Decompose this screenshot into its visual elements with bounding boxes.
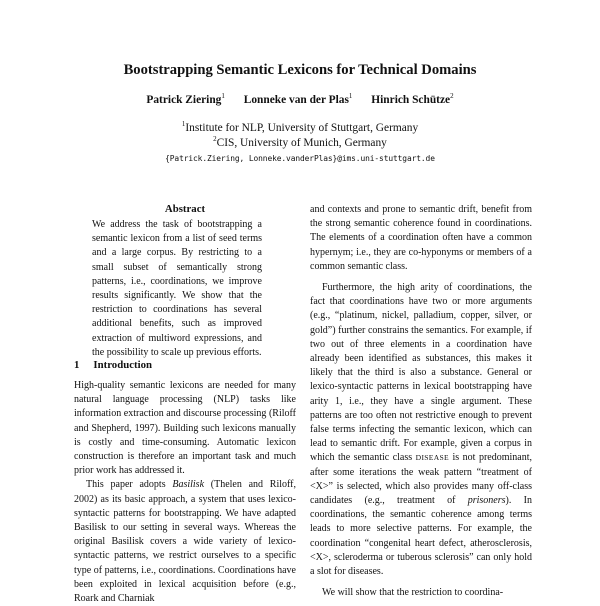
paragraph-continuation: and contexts and prone to semantic drift, benefit from the strong semantic coherence found in coordinations. The elements of a coordination often have a common hypernym; i.e., they are co-hyponyms or members of a common semantic class. xyxy=(310,204,532,272)
system-name-basilisk: Basilisk xyxy=(172,479,205,491)
abstract-text: We address the task of bootstrapping a semantic lexicon from a list of seed terms and a large corpus. By restricting to a small subset of semantically strong patterns, i.e., coordinations, we improve results significantly. We show that the restriction to coordinations has several additional benefits, such as improved extraction of multiword expressions, and the possibility to scale up previous efforts. xyxy=(92,219,262,358)
author-name: Lonneke van der Plas xyxy=(243,94,349,106)
intro-paragraph-2 xyxy=(74,478,296,606)
affiliation-1 xyxy=(0,122,600,134)
affiliation-text: CIS, University of Munich, Germany xyxy=(216,137,387,149)
right-column-body xyxy=(310,203,532,600)
paragraph-arity xyxy=(310,281,532,579)
author-2 xyxy=(244,94,353,106)
text-run: is not predominant, after some iterations the weak pattern “treatment of <X>” is selected, which also provides many off-class candidates (e.g., treatment of xyxy=(310,452,532,507)
affil-mark: 2 xyxy=(213,135,217,144)
intro-paragraph-1: High-quality semantic lexicons are needed for many natural language processing (NLP) tasks like information extraction and discourse processing (Riloff and Shepherd, 1997). Building such lexicons manually is costly and time-consuming. Automatic lexicon construction is therefore an important task and much prior work has addressed it. xyxy=(74,380,296,477)
author-list xyxy=(0,94,600,106)
semantic-class-disease: DISEASE xyxy=(415,453,449,463)
text-run: This paper adopts xyxy=(86,479,173,491)
author-emails: {Patrick.Ziering, Lonneke.vanderPlas}@ims.uni-stuttgart.de xyxy=(165,154,435,163)
left-column-body xyxy=(74,379,296,606)
text-run: Furthermore, the high arity of coordinations, the fact that coordinations have two or more arguments (e.g., “platinum, nickel, palladium, copper, silver, or gold”) further constrains the semantics. For example, if two out of three elements in a coordination have already been identified as substances, this makes it likely that the third is also a substance. General or lexico-syntactic patterns in lexical bootstrapping have arity 1, i.e., they have a single argument. These patterns are too often not restrictive enough to prevent false terms infecting the semantic lexicon, which can lead to semantic drift. For example, given a corpus in which the semantic class xyxy=(310,282,532,464)
affil-mark: 2 xyxy=(450,92,454,101)
section-title: Introduction xyxy=(93,359,153,371)
section-heading-introduction xyxy=(74,359,152,371)
author-1 xyxy=(146,94,224,106)
abstract-heading: Abstract xyxy=(164,203,206,215)
affiliation-2 xyxy=(0,137,600,149)
text-run: ). In coordinations, the semantic coherence among terms leads to more selective patterns. For example, the coordination “congenital heart defect, atherosclerosis, <X>, scleroderma or tuberous sclerosis” can only hold a slot for diseases. xyxy=(310,495,533,578)
affil-mark: 1 xyxy=(181,120,186,129)
paragraph-restriction: We will show that the restriction to coordina- xyxy=(322,587,504,599)
example-term-prisoners: prisoners xyxy=(467,495,506,507)
affil-mark: 1 xyxy=(221,92,225,101)
affiliation-text: Institute for NLP, University of Stuttgart, Germany xyxy=(185,122,419,134)
author-name: Patrick Ziering xyxy=(146,94,222,106)
section-number: 1 xyxy=(74,359,80,371)
affil-mark: 1 xyxy=(348,92,353,101)
text-run: (Thelen and Riloff, 2002) as its basic approach, a system that uses lexico-syntactic patterns for bootstrapping. We have adapted Basilisk to our setting in several ways. Whereas the original Basilisk covers a wide variety of lexico-syntactic patterns, we restrict ourselves to a specific type of patterns, i.e., coordinations. Coordinations have been exploited in lexical acquisition before (e.g., Roark and Charniak xyxy=(74,479,296,605)
author-3 xyxy=(371,94,453,106)
author-name: Hinrich Schütze xyxy=(371,94,451,106)
paper-title: Bootstrapping Semantic Lexicons for Technical Domains xyxy=(123,62,477,78)
